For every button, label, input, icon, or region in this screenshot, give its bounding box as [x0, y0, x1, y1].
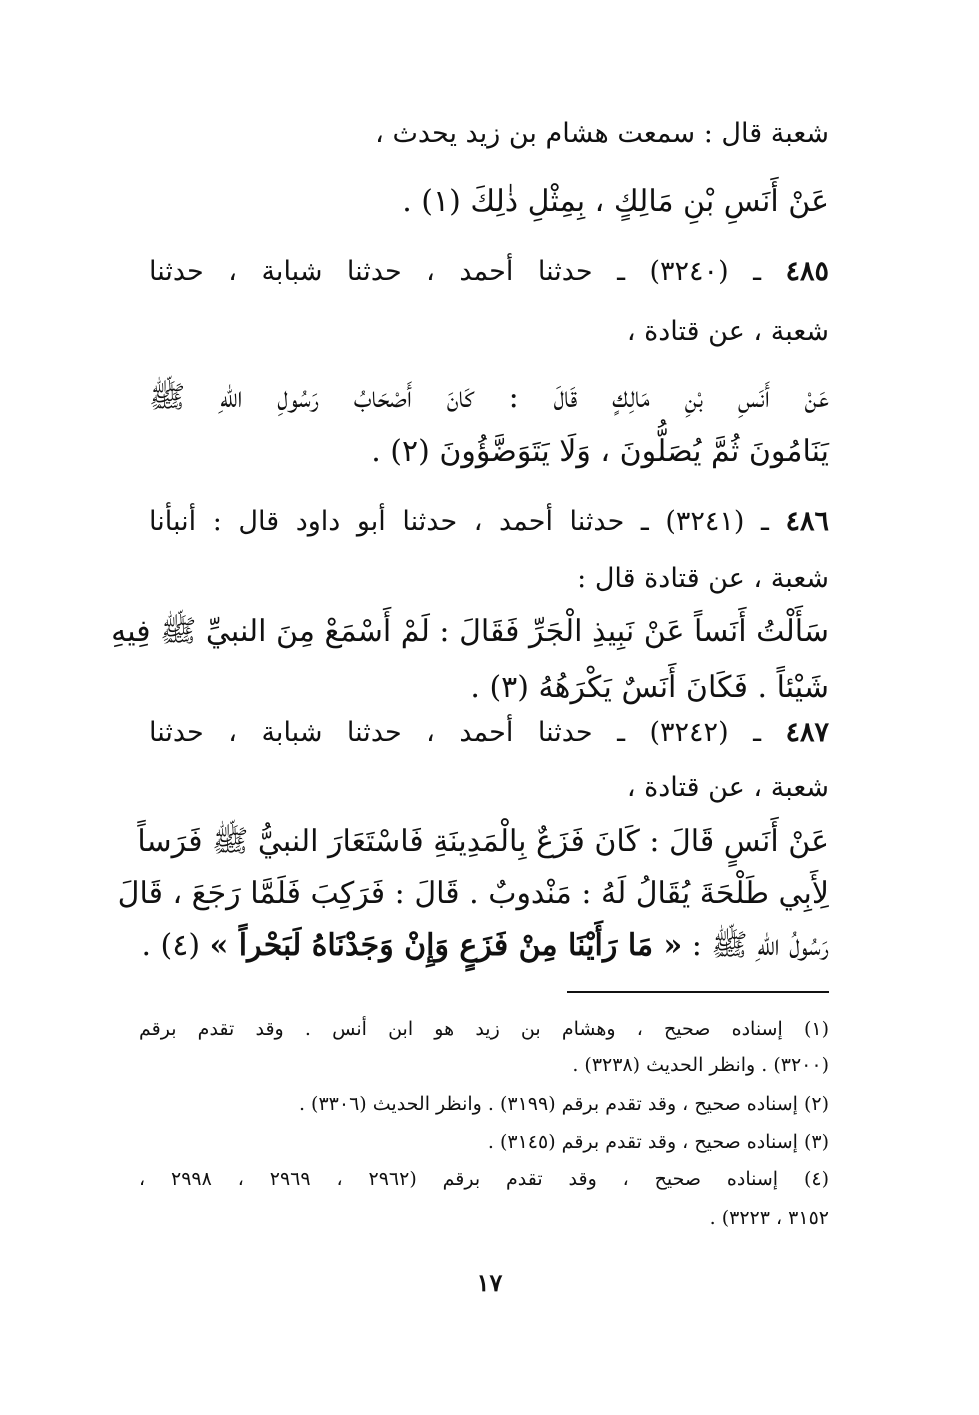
- hadith-text-line: عَنْ أَنَسٍ قَالَ : كَانَ فَزَعٌ بِالْمَدِينَةِ فَاسْتَعَارَ النبيُّ ﷺ فَرَساً: [137, 824, 829, 859]
- footnote-divider: [567, 991, 829, 993]
- page-number: ١٧: [476, 1268, 503, 1297]
- footnote-line: (٣٢٠٠) . وانظر الحديث (٣٢٣٨) .: [572, 1054, 829, 1076]
- hadith-number: ٤٨٦: [785, 506, 829, 537]
- hadith-text-line: عَنْ أَنَسِ بْنِ مَالِكٍ ، بِمِثْلِ ذٰلِكَ (١) .: [402, 184, 829, 219]
- footnote-line: ٣١٥٢ ، ٣٢٢٣) .: [709, 1207, 829, 1229]
- footnote-line: (١) إسناده صحيح ، وهشام بن زيد هو ابن أنس . وقد تقدم برقم: [139, 1018, 829, 1040]
- text-line: شعبة ، عن قتادة ،: [626, 316, 829, 347]
- prophetic-quote: « مَا رَأَيْنَا مِنْ فَزَعٍ وَإِنْ وَجَدْنَاهُ لَبَحْراً »: [209, 928, 683, 963]
- footnote-line: (٣) إسناده صحيح ، وقد تقدم برقم (٣١٤٥) .: [487, 1131, 829, 1153]
- text-line: شعبة ، عن قتادة ،: [626, 772, 829, 803]
- hadith-text-line: يَنَامُونَ ثُمَّ يُصَلُّونَ ، وَلَا يَتَوَضَّؤُونَ (٢) .: [371, 434, 829, 469]
- hadith-text-line: عَنْ أَنَسِ بْنِ مَالِكٍ قَالَ : كَانَ أَصْحَابُ رَسُولِ اللهِ ﷺ: [149, 380, 829, 415]
- hadith-number: ٤٨٧: [785, 717, 830, 748]
- hadith-text-line: رَسُولُ اللهِ ﷺ : « مَا رَأَيْنَا مِنْ فَزَعٍ وَإِنْ وَجَدْنَاهُ لَبَحْراً » (٤) .: [141, 928, 829, 963]
- hadith-text-line: شَيْئاً . فَكَانَ أَنَسٌ يَكْرَهُهُ (٣) .: [470, 670, 829, 705]
- text-line: شعبة قال : سمعت هشام بن زيد يحدث ،: [375, 118, 829, 149]
- footnote-line: (٢) إسناده صحيح ، وقد تقدم برقم (٣١٩٩) . وانظر الحديث (٣٣٠٦) .: [298, 1093, 829, 1115]
- hadith-chain-line: ٤٨٦ ـ (٣٢٤١) ـ حدثنا أحمد ، حدثنا أبو داود قال : أنبأنا: [149, 506, 829, 537]
- text-line: شعبة ، عن قتادة قال :: [577, 563, 829, 594]
- hadith-text-line: سَأَلْتُ أَنَساً عَنْ نَبِيذِ الْجَرِّ فَقَالَ : لَمْ أَسْمَعْ مِنَ النبيِّ ﷺ فِيهِ: [111, 614, 829, 649]
- footnote-line: (٤) إسناده صحيح ، وقد تقدم برقم (٢٩٦٢ ، ٢٩٦٩ ، ٢٩٩٨ ،: [139, 1168, 829, 1190]
- hadith-number: ٤٨٥: [785, 256, 830, 287]
- hadith-chain-line: ٤٨٥ ـ (٣٢٤٠) ـ حدثنا أحمد ، حدثنا شبابة ، حدثنا: [149, 256, 830, 287]
- hadith-chain-line: ٤٨٧ ـ (٣٢٤٢) ـ حدثنا أحمد ، حدثنا شبابة ، حدثنا: [149, 717, 830, 748]
- hadith-text-line: لِأَبِي طَلْحَةَ يُقَالُ لَهُ : مَنْدوبٌ . قَالَ : فَرَكِبَ فَلَمَّا رَجَعَ ، قَالَ: [117, 876, 829, 911]
